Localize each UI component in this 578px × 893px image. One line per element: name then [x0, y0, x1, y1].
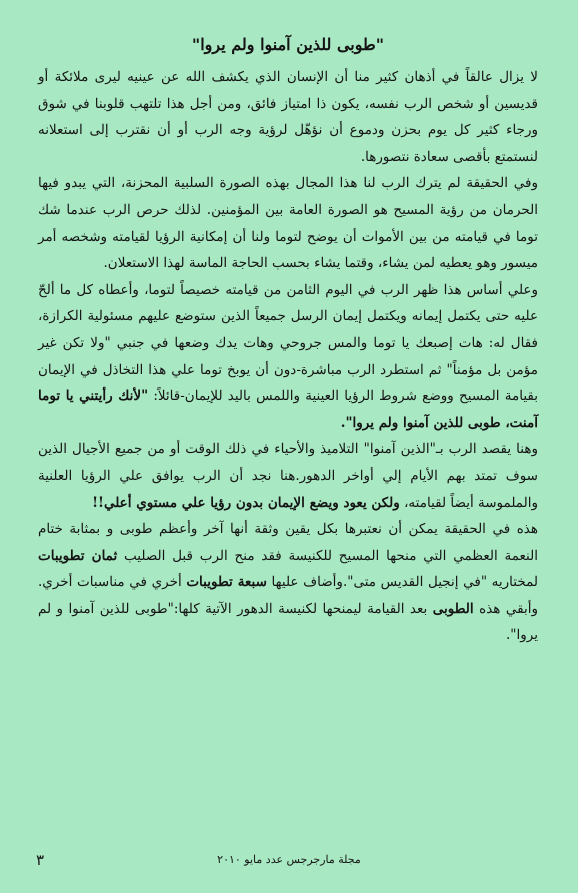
text-run: وهنا يقصد الرب بـ"الذين آمنوا" التلاميذ والأحياء في ذلك الوقت أو من جميع الأجيال الذين سوف تمتد بهم الأيام إلي أواخر الدهور.هنا نجد أن الرب يوافق علي الرؤيا العلنية والملموسة أيضاً لقيامته، — [38, 441, 538, 511]
page-number: ٣ — [36, 851, 45, 869]
article-title: "طوبى للذين آمنوا ولم يروا" — [191, 35, 385, 54]
paragraph — [38, 64, 538, 170]
bold-text-run: ثمان تطويبات — [38, 547, 118, 564]
text-run: لا يزال عالقاً في أذهان كثير منا أن الإنسان الذي يكشف الله عن عينيه ليرى ملائكة أو قديسين أو شخص الرب نفسه، يكون ذا امتياز فائق، ومن أجل هذا تلتهب قلوبنا في شوق ورجاء كثير كل يوم بحزن ودموع أن نؤهّل لرؤية وجه الرب أو أن نقترب إلى استعلانه لنستمتع بأقصى سعادة نتصورها. — [38, 69, 538, 165]
bold-text-run: ولكن يعود ويضع الإيمان بدون رؤيا علي مستوي أعلي!! — [92, 494, 400, 511]
text-run: لمختاريه "في إنجيل القديس متى".وأضاف عليها — [266, 574, 538, 591]
paragraph — [38, 516, 538, 649]
bold-text-run: سبعة تطويبات — [186, 574, 267, 591]
bold-text-run: "لأنك رأيتني يا توما آمنت، طوبى للذين آمنوا ولم يروا". — [38, 388, 538, 431]
page-footer — [0, 851, 578, 871]
text-run: بعد القيامة ليمنحها لكنيسة الدهور الآتية كلها:"طوبى للذين آمنوا و لم يروا". — [38, 600, 538, 644]
text-run: وعلي أساس هذا ظهر الرب في اليوم الثامن من قيامته خصيصاً لتوما، وأعطاه كل ما ألحّ عليه حتى يكتمل إيمانه ويكتمل إيمان الرسل جميعاً الذين ستوضع عليهم مسئولية الكرازة، فقال له: هات إصبعك يا توما والمس جروحي وهات يدك وضعها في جنبي "ولا تكن غير مؤمن بل مؤمناً" ثم استطرد الرب مباشرة-دون أن يوبخ توما علي هذا التخاذل في الإيمان بقيامة المسيح ووضع شروط الرؤيا العينية واللمس باليد للإيمان-قائلاً: — [38, 281, 538, 405]
footer-magazine-title: مجلة مارجرجس عدد مايو ٢٠١٠ — [217, 853, 361, 866]
bold-text-run: الطوبى — [432, 600, 474, 617]
paragraph — [38, 170, 538, 276]
text-run: هذه في الحقيقة يمكن أن نعتبرها بكل يقين وثقة أنها آخر وأعظم طوبى و بمثابة ختام النعمة العظمي التي منحها المسيح للكنيسة فقد منح الرب قبل الصليب — [38, 521, 538, 564]
paragraph — [38, 436, 538, 516]
text-run: أخري في مناسبات أخري. وأبقي هذه — [38, 574, 538, 617]
article-body — [38, 64, 538, 649]
text-run: وفي الحقيقة لم يترك الرب لنا هذا المجال بهذه الصورة السلبية المحزنة، التي يبدو فيها الحرمان من رؤية المسيح هو الصورة العامة بين المؤمنين. لذلك حرص الرب عندما شك توما في قيامته من بين الأموات أن يوضح لتوما ولنا أن إمكانية الرؤيا لقيامته وشخصه أمر ميسور وهو يعطيه لمن يشاء، وقتما يشاء بحسب الحاجة الماسة لهذا الاستعلان. — [38, 175, 538, 272]
paragraph — [38, 277, 538, 437]
